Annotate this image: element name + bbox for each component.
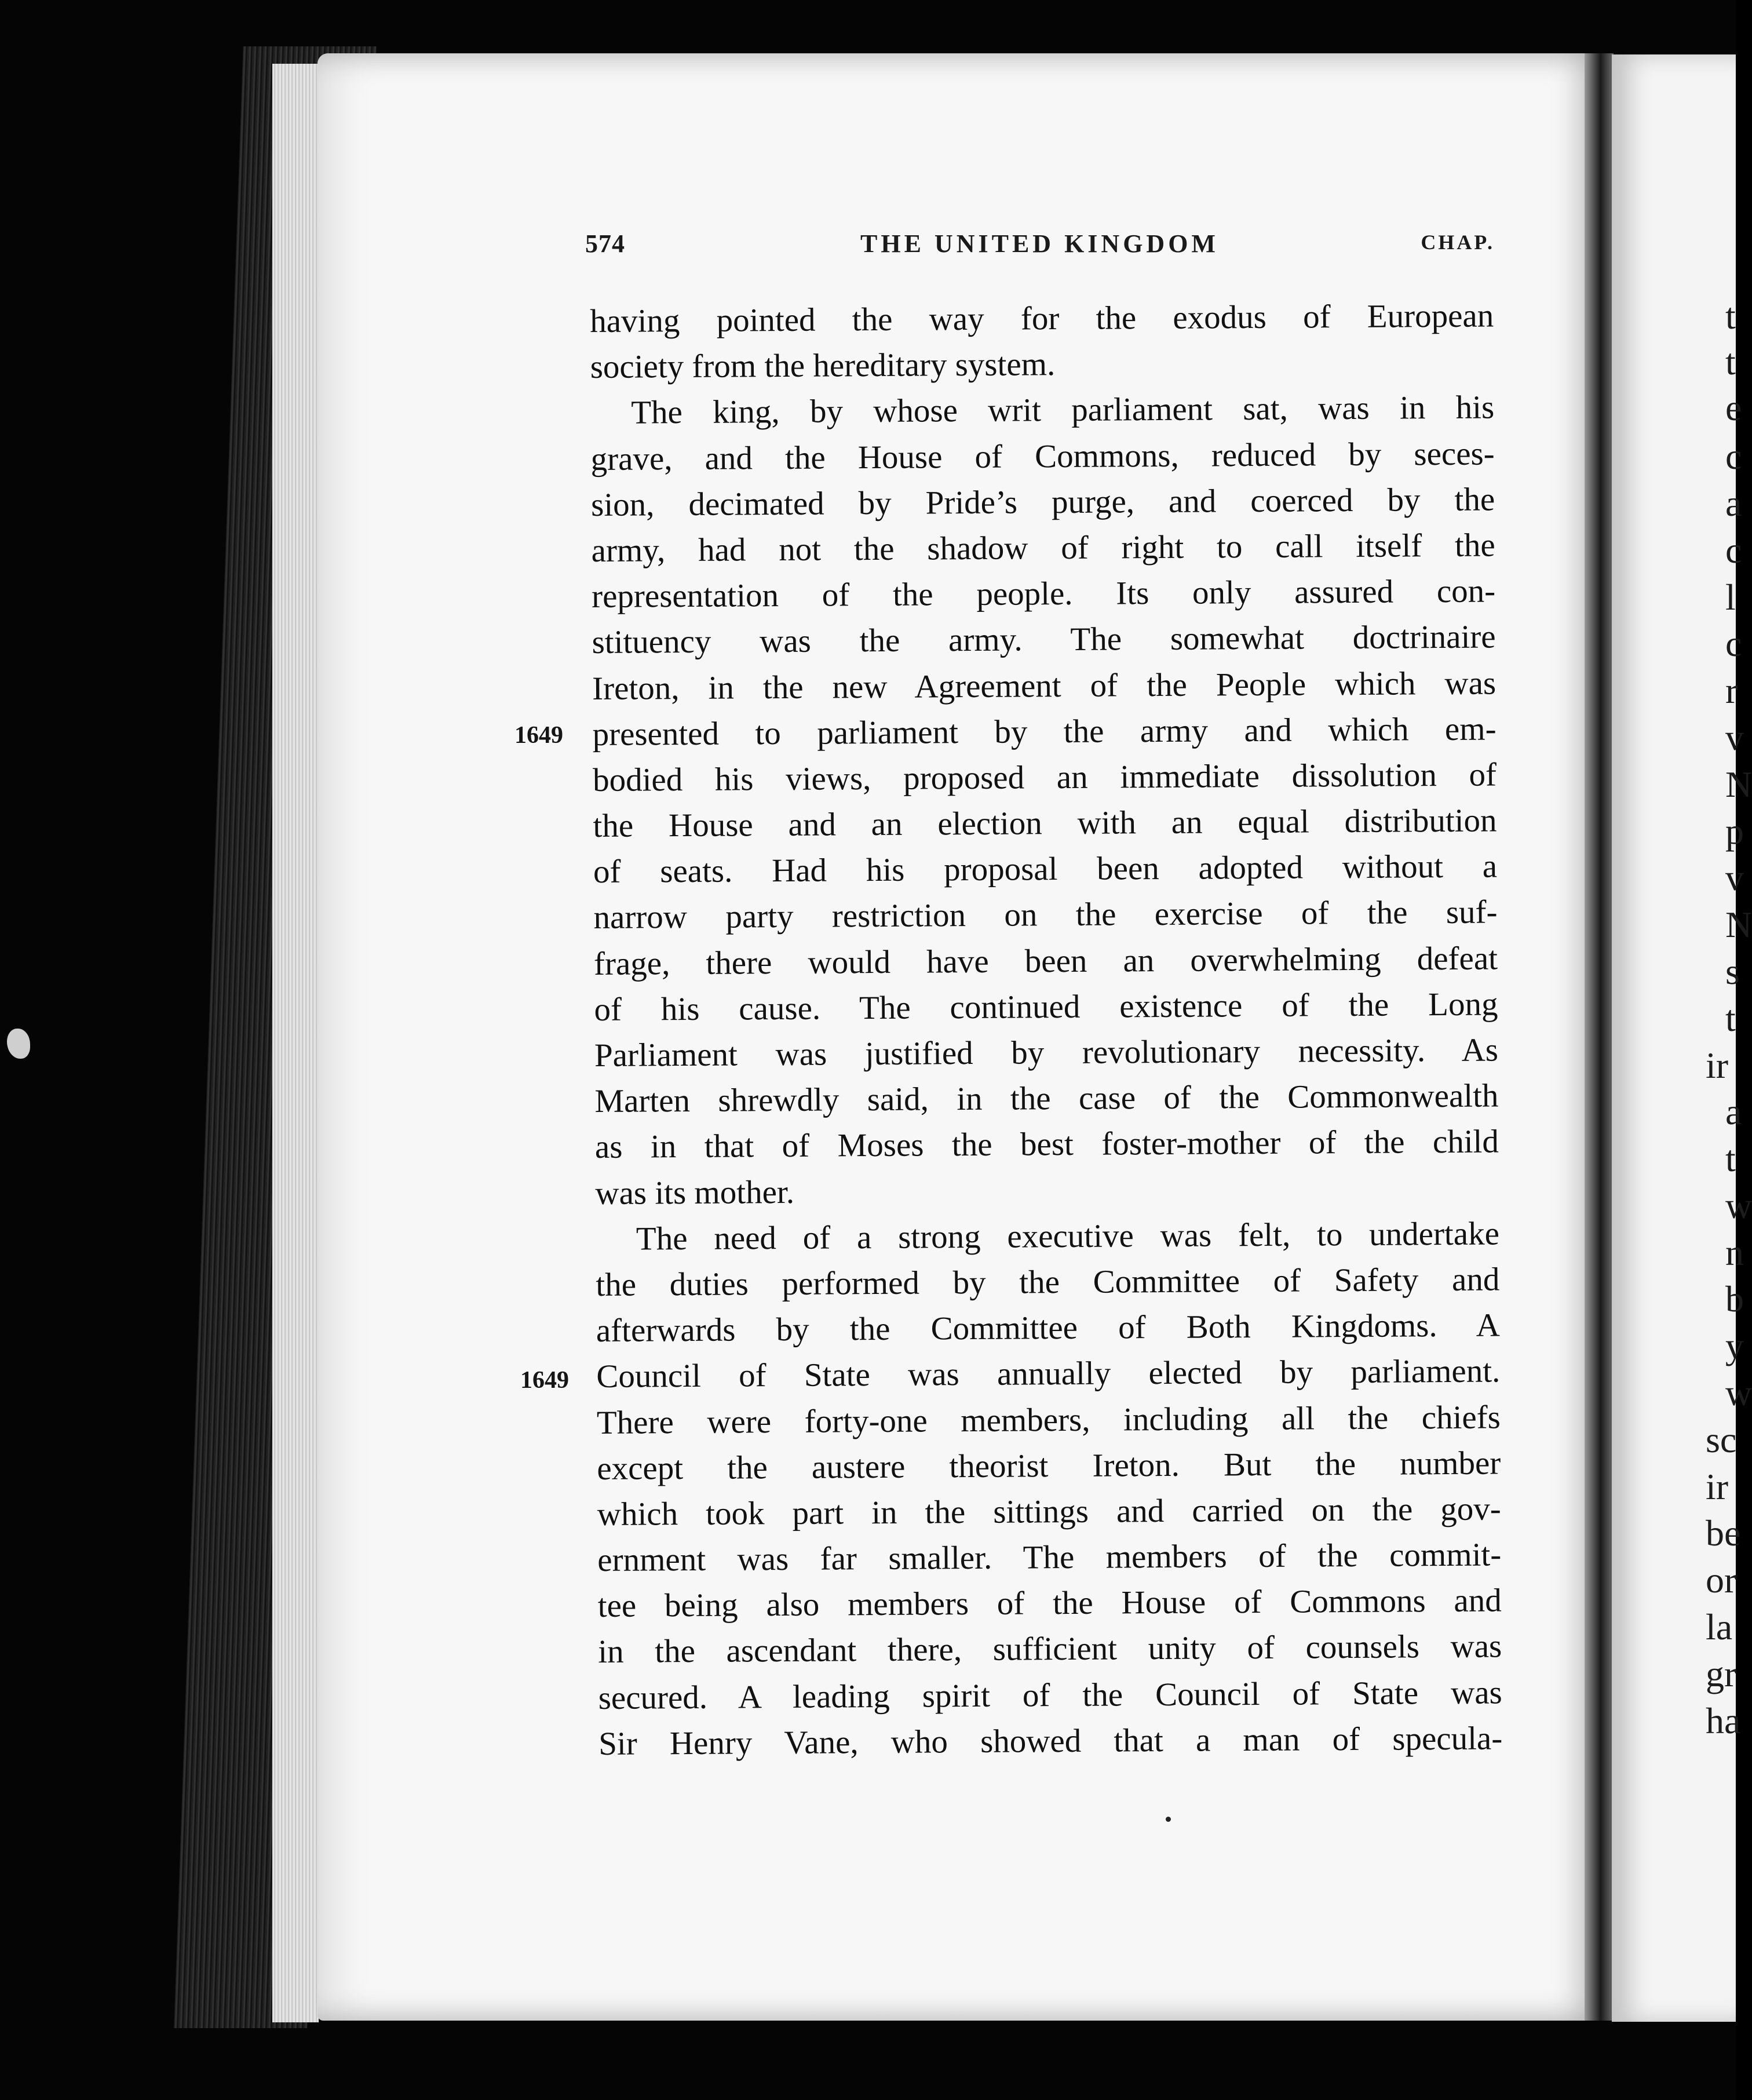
debris-mark	[7, 1029, 30, 1059]
facing-page	[1612, 54, 1752, 2022]
page-number: 574	[585, 229, 625, 258]
text-line: bodied his views, proposed an immediate dissolution of	[592, 756, 1497, 799]
text-line: ernment was far smaller. The members of the commit-	[597, 1536, 1502, 1579]
facing-page-fragment: n	[1725, 1231, 1744, 1273]
facing-page-fragment: a	[1725, 1091, 1742, 1133]
text-line: except the austere theorist Ireton. But the number	[597, 1445, 1501, 1487]
book-page-stack	[272, 64, 319, 2022]
text-line: of seats. Had his proposal been adopted without a	[593, 848, 1498, 891]
text-line: grave, and the House of Commons, reduced by seces-	[590, 435, 1495, 477]
facing-page-fragment: p	[1725, 810, 1744, 852]
facing-page-fragment: b	[1725, 1278, 1744, 1320]
facing-page-fragment: t	[1725, 1138, 1736, 1180]
text-line: Ireton, in the new Agreement of the People which was	[592, 664, 1497, 707]
facing-page-fragment: r	[1725, 670, 1738, 712]
text-line: of his cause. The continued existence of the Long	[594, 986, 1498, 1028]
text-line: army, had not the shadow of right to call itself the	[591, 527, 1495, 569]
facing-page-fragment: v	[1725, 857, 1744, 899]
text-line: as in that of Moses the best foster-mother of the child	[594, 1123, 1499, 1166]
book-gutter	[1585, 53, 1614, 2021]
text-line: Council of State was annually elected by parliament.	[596, 1352, 1501, 1395]
text-line: frage, there would have been an overwhelming defeat	[593, 940, 1498, 982]
text-line: narrow party restriction on the exercise of the suf-	[593, 894, 1498, 936]
text-line: The king, by whose writ parliament sat, was in his	[631, 389, 1495, 431]
facing-page-fragment: c	[1725, 623, 1742, 665]
text-line: in the ascendant there, sufficient unity of counsels was	[598, 1628, 1502, 1671]
facing-page-fragment: w	[1725, 1184, 1752, 1226]
running-title: THE UNITED KINGDOM	[860, 229, 1219, 258]
facing-page-fragment: sc	[1706, 1419, 1737, 1460]
text-line: Sir Henry Vane, who showed that a man of specula-	[598, 1720, 1503, 1762]
facing-page-fragment: l	[1725, 576, 1736, 618]
facing-page-fragment: be	[1706, 1512, 1741, 1554]
text-line: afterwards by the Committee of Both Kingdoms. A	[596, 1307, 1501, 1350]
text-line: having pointed the way for the exodus of European	[590, 297, 1494, 340]
facing-page-fragment: v	[1725, 717, 1744, 759]
text-line: Marten shrewdly said, in the case of the Commonwealth	[594, 1077, 1499, 1120]
text-line: the House and an election with an equal distribution	[593, 802, 1497, 845]
facing-page-fragment: N	[1725, 904, 1752, 946]
text-line: the duties performed by the Committee of Safety and	[596, 1261, 1500, 1303]
facing-page-fragment: s	[1725, 950, 1740, 992]
body-text	[590, 293, 1502, 1766]
text-line: Parliament was justified by revolutionary necessity. As	[594, 1031, 1499, 1074]
margin-date: 1649	[514, 722, 563, 749]
facing-page-fragment: a	[1725, 483, 1742, 524]
margin-date: 1649	[520, 1367, 569, 1394]
facing-page-fragment: ir	[1706, 1465, 1729, 1507]
facing-page-fragment: la	[1706, 1606, 1733, 1647]
facing-page-fragment: y	[1725, 1325, 1744, 1367]
facing-page-fragment: gr	[1706, 1653, 1737, 1694]
facing-page-fragment: ha	[1706, 1700, 1741, 1741]
facing-page-fragment: t	[1725, 341, 1736, 383]
facing-page-fragment: t	[1725, 997, 1736, 1039]
text-line: stituency was the army. The somewhat doctrinaire	[592, 618, 1496, 661]
facing-page-fragment: c	[1725, 436, 1742, 477]
text-line: secured. A leading spirit of the Council of State was	[598, 1674, 1502, 1716]
text-line: which took part in the sittings and carried on the gov-	[597, 1490, 1501, 1533]
facing-page-fragment: w	[1725, 1372, 1752, 1414]
facing-page-fragment: or	[1706, 1559, 1737, 1601]
text-line: sion, decimated by Pride’s purge, and coerced by the	[590, 481, 1495, 523]
facing-page-fragment: ir	[1706, 1044, 1729, 1086]
facing-page-fragment: N	[1725, 763, 1752, 805]
facing-page-fragment: e	[1725, 387, 1742, 429]
text-line: tee being also members of the House of Commons and	[597, 1582, 1502, 1625]
print-speck	[1166, 1817, 1171, 1822]
text-line: There were forty-one members, including all the chiefs	[596, 1398, 1501, 1441]
text-line: society from the hereditary system.	[590, 346, 1056, 386]
text-line: representation of the people. Its only assured con-	[591, 573, 1496, 615]
running-head	[585, 229, 1495, 269]
facing-page-fragment: t	[1725, 296, 1736, 337]
text-line: presented to parliament by the army and which em-	[592, 710, 1497, 753]
text-line: The need of a strong executive was felt, to undertake	[636, 1215, 1500, 1257]
facing-page-fragment: c	[1725, 529, 1742, 571]
chapter-label: CHAP.	[1421, 231, 1495, 254]
text-line: was its mother.	[595, 1173, 795, 1212]
